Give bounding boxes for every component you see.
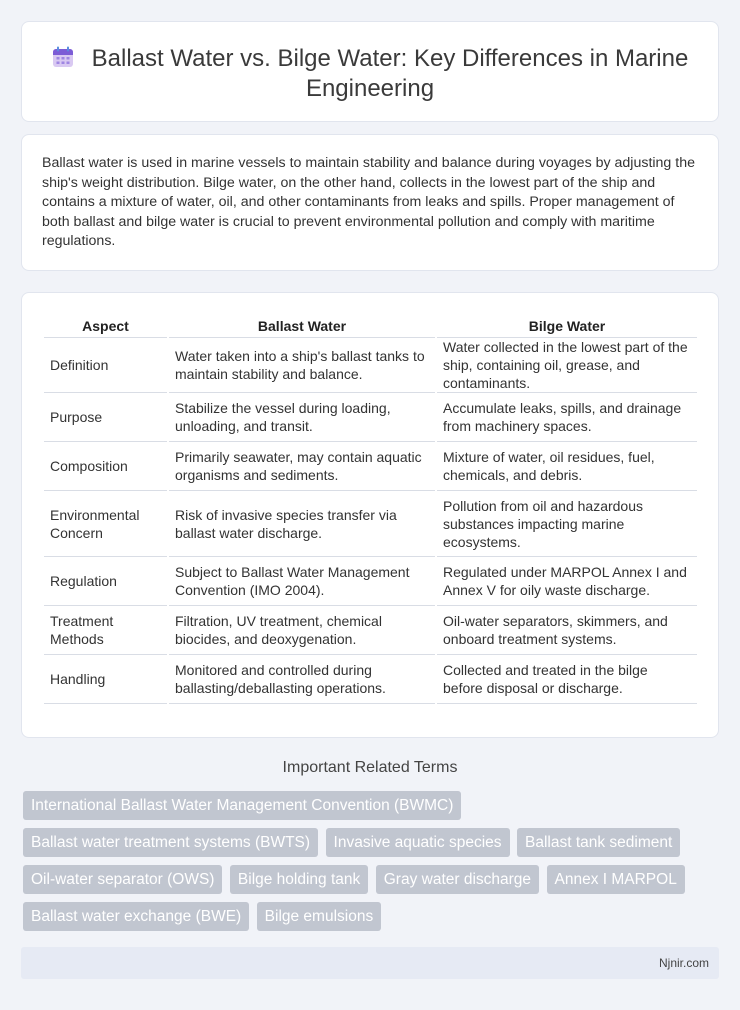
related-term-tag[interactable]: International Ballast Water Management Convention (BWMC) [23,791,461,820]
cell-bilge: Pollution from oil and hazardous substances impacting marine ecosystems. [437,491,697,557]
related-term-tag[interactable]: Annex I MARPOL [547,865,685,894]
tag-row [23,828,713,865]
cell-aspect: Treatment Methods [44,606,167,655]
cell-ballast: Monitored and controlled during ballasting/deballasting operations. [169,655,435,704]
related-term-tag[interactable]: Invasive aquatic species [326,828,510,857]
title-card [21,21,719,122]
page-title-wrap [22,44,718,104]
cell-aspect: Composition [44,442,167,491]
cell-aspect: Purpose [44,393,167,442]
related-term-tag[interactable]: Oil-water separator (OWS) [23,865,222,894]
cell-ballast: Subject to Ballast Water Management Convention (IMO 2004). [169,557,435,606]
comparison-card [21,292,719,738]
related-term-tag[interactable]: Ballast water treatment systems (BWTS) [23,828,318,857]
cell-bilge: Accumulate leaks, spills, and drainage from machinery spaces. [437,393,697,442]
table-row [44,606,697,655]
related-term-tag[interactable]: Gray water discharge [376,865,539,894]
cell-aspect: Definition [44,338,167,393]
intro-paragraph: Ballast water is used in marine vessels to maintain stability and balance during voyages by adjusting the ship's weight distribution. Bilge water, on the other hand, collects in the lowest part of the ship and contains a mixture of water, oil, and other contaminants from leaks and spills. Proper management of both ballast and bilge water is crucial to prevent environmental pollution and comply with maritime regulations. [42,155,695,249]
intro-card [21,134,719,271]
cell-ballast: Water taken into a ship's ballast tanks to maintain stability and balance. [169,338,435,393]
table-row [44,491,697,557]
tag-row [23,902,713,939]
cell-aspect: Handling [44,655,167,704]
cell-aspect: Environmental Concern [44,491,167,557]
related-terms-title: Important Related Terms [282,759,458,776]
table-header-row [44,315,697,338]
cell-aspect: Regulation [44,557,167,606]
footer [21,947,719,979]
tag-row [23,865,713,902]
cell-bilge: Oil-water separators, skimmers, and onboard treatment systems. [437,606,697,655]
table-row [44,557,697,606]
related-terms-list [23,791,713,939]
cell-ballast: Risk of invasive species transfer via ballast water discharge. [169,491,435,557]
comparison-table [42,315,699,704]
header-aspect: Aspect [44,315,167,338]
calendar-icon [52,46,74,68]
table-row [44,338,697,393]
tag-row [23,791,713,828]
table-row [44,655,697,704]
related-term-tag[interactable]: Ballast water exchange (BWE) [23,902,249,931]
page-title: Ballast Water vs. Bilge Water: Key Differences in Marine Engineering [91,45,689,102]
footer-site-link[interactable]: Njnir.com [658,956,709,970]
cell-bilge: Collected and treated in the bilge before disposal or discharge. [437,655,697,704]
related-term-tag[interactable]: Bilge holding tank [230,865,368,894]
cell-ballast: Filtration, UV treatment, chemical biocides, and deoxygenation. [169,606,435,655]
cell-ballast: Stabilize the vessel during loading, unloading, and transit. [169,393,435,442]
header-ballast: Ballast Water [169,315,435,338]
cell-ballast: Primarily seawater, may contain aquatic organisms and sediments. [169,442,435,491]
table-row [44,442,697,491]
header-bilge: Bilge Water [437,315,697,338]
cell-bilge: Water collected in the lowest part of the ship, containing oil, grease, and contaminants. [437,338,697,393]
related-term-tag[interactable]: Bilge emulsions [257,902,382,931]
table-row [44,393,697,442]
cell-bilge: Mixture of water, oil residues, fuel, chemicals, and debris. [437,442,697,491]
cell-bilge: Regulated under MARPOL Annex I and Annex V for oily waste discharge. [437,557,697,606]
related-term-tag[interactable]: Ballast tank sediment [517,828,680,857]
